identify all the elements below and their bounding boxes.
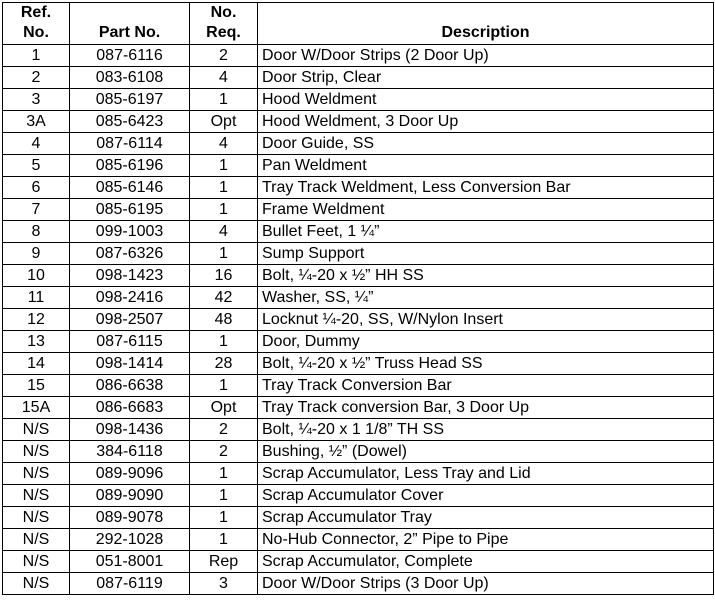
cell-description: Bullet Feet, 1 ¼” bbox=[258, 221, 714, 243]
cell-ref-no: 10 bbox=[3, 265, 70, 287]
header-req-line1: No. bbox=[210, 4, 237, 21]
cell-ref-no: N/S bbox=[3, 573, 70, 595]
cell-part-no: 098-1436 bbox=[70, 419, 190, 441]
table-row bbox=[3, 177, 714, 199]
cell-no-req: 4 bbox=[190, 221, 258, 243]
table-row bbox=[3, 45, 714, 67]
cell-ref-no: 3A bbox=[3, 111, 70, 133]
cell-ref-no: 13 bbox=[3, 331, 70, 353]
cell-ref-no: N/S bbox=[3, 529, 70, 551]
table-row bbox=[3, 89, 714, 111]
table-row bbox=[3, 375, 714, 397]
cell-part-no: 083-6108 bbox=[70, 67, 190, 89]
cell-description: Scrap Accumulator Cover bbox=[258, 485, 714, 507]
cell-part-no: 099-1003 bbox=[70, 221, 190, 243]
cell-ref-no: 9 bbox=[3, 243, 70, 265]
cell-ref-no: 1 bbox=[3, 45, 70, 67]
cell-part-no: 086-6683 bbox=[70, 397, 190, 419]
cell-no-req: 2 bbox=[190, 419, 258, 441]
cell-ref-no: 8 bbox=[3, 221, 70, 243]
cell-part-no: 089-9096 bbox=[70, 463, 190, 485]
cell-ref-no: 15A bbox=[3, 397, 70, 419]
cell-no-req: 1 bbox=[190, 463, 258, 485]
cell-part-no: 098-2416 bbox=[70, 287, 190, 309]
table-row bbox=[3, 67, 714, 89]
header-ref-line2: No. bbox=[23, 24, 49, 41]
cell-description: Tray Track conversion Bar, 3 Door Up bbox=[258, 397, 714, 419]
cell-no-req: 2 bbox=[190, 441, 258, 463]
header-description: Description bbox=[258, 3, 714, 45]
cell-ref-no: 3 bbox=[3, 89, 70, 111]
table-row bbox=[3, 485, 714, 507]
cell-no-req: Opt bbox=[190, 397, 258, 419]
cell-description: Door W/Door Strips (2 Door Up) bbox=[258, 45, 714, 67]
cell-description: Door Guide, SS bbox=[258, 133, 714, 155]
cell-part-no: 098-1414 bbox=[70, 353, 190, 375]
cell-part-no: 085-6146 bbox=[70, 177, 190, 199]
cell-ref-no: 12 bbox=[3, 309, 70, 331]
cell-ref-no: 4 bbox=[3, 133, 70, 155]
cell-description: Scrap Accumulator, Complete bbox=[258, 551, 714, 573]
cell-no-req: 42 bbox=[190, 287, 258, 309]
cell-no-req: 1 bbox=[190, 177, 258, 199]
header-no-req bbox=[190, 3, 258, 45]
table-row bbox=[3, 551, 714, 573]
cell-no-req: 1 bbox=[190, 155, 258, 177]
cell-no-req: 4 bbox=[190, 67, 258, 89]
cell-ref-no: 2 bbox=[3, 67, 70, 89]
cell-no-req: 1 bbox=[190, 375, 258, 397]
header-req-line2: Req. bbox=[206, 24, 241, 41]
cell-ref-no: N/S bbox=[3, 419, 70, 441]
header-ref-no bbox=[3, 3, 70, 45]
cell-ref-no: N/S bbox=[3, 551, 70, 573]
cell-description: Sump Support bbox=[258, 243, 714, 265]
cell-description: Door Strip, Clear bbox=[258, 67, 714, 89]
cell-no-req: 1 bbox=[190, 243, 258, 265]
cell-no-req: 16 bbox=[190, 265, 258, 287]
cell-ref-no: N/S bbox=[3, 463, 70, 485]
cell-part-no: 384-6118 bbox=[70, 441, 190, 463]
cell-description: Door W/Door Strips (3 Door Up) bbox=[258, 573, 714, 595]
cell-part-no: 087-6326 bbox=[70, 243, 190, 265]
cell-part-no: 098-1423 bbox=[70, 265, 190, 287]
cell-part-no: 086-6638 bbox=[70, 375, 190, 397]
table-row bbox=[3, 155, 714, 177]
table-header-row bbox=[3, 3, 714, 45]
cell-ref-no: 6 bbox=[3, 177, 70, 199]
parts-list-table bbox=[2, 2, 714, 595]
cell-description: Scrap Accumulator, Less Tray and Lid bbox=[258, 463, 714, 485]
cell-part-no: 085-6195 bbox=[70, 199, 190, 221]
cell-part-no: 089-9090 bbox=[70, 485, 190, 507]
table-row bbox=[3, 507, 714, 529]
cell-description: Washer, SS, ¼” bbox=[258, 287, 714, 309]
cell-part-no: 085-6196 bbox=[70, 155, 190, 177]
cell-ref-no: 5 bbox=[3, 155, 70, 177]
cell-part-no: 292-1028 bbox=[70, 529, 190, 551]
cell-description: No-Hub Connector, 2” Pipe to Pipe bbox=[258, 529, 714, 551]
table-row bbox=[3, 199, 714, 221]
cell-part-no: 051-8001 bbox=[70, 551, 190, 573]
table-row bbox=[3, 573, 714, 595]
cell-part-no: 087-6116 bbox=[70, 45, 190, 67]
table-row bbox=[3, 441, 714, 463]
table-row bbox=[3, 287, 714, 309]
cell-part-no: 087-6114 bbox=[70, 133, 190, 155]
cell-ref-no: N/S bbox=[3, 441, 70, 463]
cell-description: Bolt, ¼-20 x 1 1/8” TH SS bbox=[258, 419, 714, 441]
table-row bbox=[3, 353, 714, 375]
cell-part-no: 087-6115 bbox=[70, 331, 190, 353]
cell-description: Scrap Accumulator Tray bbox=[258, 507, 714, 529]
cell-no-req: 4 bbox=[190, 133, 258, 155]
cell-ref-no: 7 bbox=[3, 199, 70, 221]
cell-part-no: 087-6119 bbox=[70, 573, 190, 595]
table-row bbox=[3, 133, 714, 155]
cell-no-req: 1 bbox=[190, 529, 258, 551]
cell-no-req: 1 bbox=[190, 89, 258, 111]
cell-part-no: 085-6197 bbox=[70, 89, 190, 111]
table-row bbox=[3, 419, 714, 441]
cell-no-req: 2 bbox=[190, 45, 258, 67]
cell-ref-no: 14 bbox=[3, 353, 70, 375]
table-row bbox=[3, 331, 714, 353]
header-ref-line1: Ref. bbox=[20, 4, 52, 21]
table-row bbox=[3, 265, 714, 287]
cell-description: Door, Dummy bbox=[258, 331, 714, 353]
cell-no-req: 3 bbox=[190, 573, 258, 595]
cell-description: Pan Weldment bbox=[258, 155, 714, 177]
cell-part-no: 098-2507 bbox=[70, 309, 190, 331]
table-row bbox=[3, 397, 714, 419]
cell-description: Hood Weldment, 3 Door Up bbox=[258, 111, 714, 133]
cell-no-req: Rep bbox=[190, 551, 258, 573]
cell-no-req: 48 bbox=[190, 309, 258, 331]
cell-no-req: Opt bbox=[190, 111, 258, 133]
cell-description: Hood Weldment bbox=[258, 89, 714, 111]
cell-part-no: 089-9078 bbox=[70, 507, 190, 529]
cell-description: Bolt, ¼-20 x ½” HH SS bbox=[258, 265, 714, 287]
cell-part-no: 085-6423 bbox=[70, 111, 190, 133]
cell-description: Tray Track Weldment, Less Conversion Bar bbox=[258, 177, 714, 199]
cell-no-req: 1 bbox=[190, 507, 258, 529]
table-row bbox=[3, 309, 714, 331]
cell-no-req: 1 bbox=[190, 199, 258, 221]
cell-ref-no: N/S bbox=[3, 485, 70, 507]
cell-description: Bolt, ¼-20 x ½” Truss Head SS bbox=[258, 353, 714, 375]
cell-description: Tray Track Conversion Bar bbox=[258, 375, 714, 397]
table-row bbox=[3, 221, 714, 243]
cell-no-req: 1 bbox=[190, 485, 258, 507]
table-row bbox=[3, 529, 714, 551]
header-part-no: Part No. bbox=[70, 3, 190, 45]
table-row bbox=[3, 243, 714, 265]
cell-no-req: 1 bbox=[190, 331, 258, 353]
table-row bbox=[3, 463, 714, 485]
cell-description: Bushing, ½” (Dowel) bbox=[258, 441, 714, 463]
cell-ref-no: 15 bbox=[3, 375, 70, 397]
cell-ref-no: N/S bbox=[3, 507, 70, 529]
cell-description: Frame Weldment bbox=[258, 199, 714, 221]
cell-ref-no: 11 bbox=[3, 287, 70, 309]
cell-description: Locknut ¼-20, SS, W/Nylon Insert bbox=[258, 309, 714, 331]
cell-no-req: 28 bbox=[190, 353, 258, 375]
table-row bbox=[3, 111, 714, 133]
